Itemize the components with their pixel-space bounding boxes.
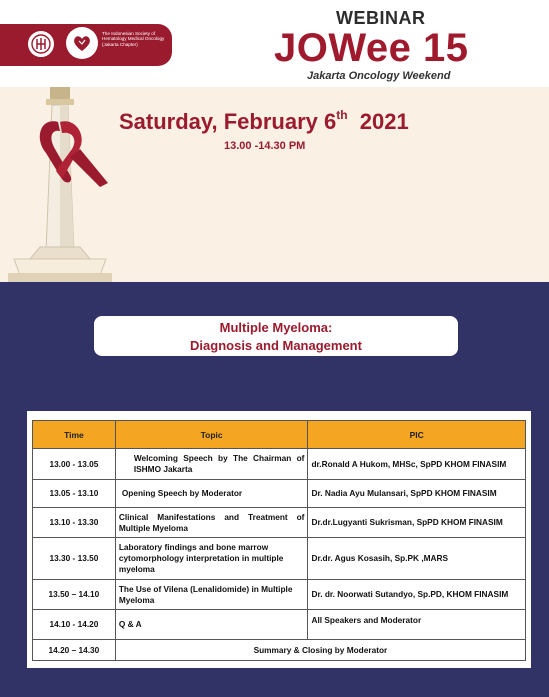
org-name: The Indonesian Society of Hematology Medical Oncology (Jakarta Chapter) (102, 31, 165, 47)
topic-box (94, 316, 458, 356)
heart-logo-icon (66, 27, 98, 59)
row-pic: Dr. Nadia Ayu Mulansari, SpPD KHOM FINASIM (308, 480, 526, 508)
table-row (33, 449, 526, 480)
row-topic: Clinical Manifestations and Treatment of Multiple Myeloma (115, 508, 308, 538)
row-topic: The Use of Vilena (Lenalidomide) in Multiple Myeloma (115, 580, 308, 610)
event-date: Saturday, February 6th 2021 (119, 107, 409, 134)
monas-monument-icon (0, 87, 130, 282)
event-title: JOWee 15 (274, 26, 469, 70)
row-time: 13.50 – 14.10 (33, 580, 116, 610)
table-row (33, 580, 526, 610)
topic-subtitle: Diagnosis and Management (190, 338, 362, 353)
header-pic: PIC (308, 421, 526, 449)
row-topic: Laboratory findings and bone marrow cytomorphology interpretation in multiple myeloma (115, 538, 308, 580)
table-row (33, 538, 526, 580)
row-time: 13.05 - 13.10 (33, 480, 116, 508)
table-row (33, 610, 526, 640)
table-row (33, 480, 526, 508)
row-pic: All Speakers and Moderator (308, 610, 526, 640)
schedule-table (32, 420, 526, 661)
webinar-label: WEBINAR (336, 8, 426, 28)
topic-title: Multiple Myeloma: (219, 320, 333, 335)
header-topic: Topic (115, 421, 308, 449)
row-pic: dr.Ronald A Hukom, MHSc, SpPD KHOM FINASIM (308, 449, 526, 480)
row-pic: Dr.dr. Agus Kosasih, Sp.PK ,MARS (308, 538, 526, 580)
event-subtitle: Jakarta Oncology Weekend (307, 70, 451, 82)
table-row (33, 508, 526, 538)
row-topic: Q & A (115, 610, 308, 640)
table-header-row (33, 421, 526, 449)
row-time: 13.10 - 13.30 (33, 508, 116, 538)
schedule-card (27, 411, 531, 668)
row-summary: Summary & Closing by Moderator (115, 640, 525, 661)
row-topic: Welcoming Speech by The Chairman of ISHMO Jakarta (115, 449, 308, 480)
header-time: Time (33, 421, 116, 449)
row-topic: Opening Speech by Moderator (115, 480, 308, 508)
table-row (33, 640, 526, 661)
ishmo-logo-icon (26, 29, 56, 59)
row-pic: Dr. dr. Noorwati Sutandyo, Sp.PD, KHOM FINASIM (308, 580, 526, 610)
row-time: 14.10 - 14.20 (33, 610, 116, 640)
row-time: 13.00 - 13.05 (33, 449, 116, 480)
event-year: 2021 (359, 109, 409, 134)
event-time: 13.00 -14.30 PM (224, 140, 306, 152)
row-time: 13.30 - 13.50 (33, 538, 116, 580)
date-suffix: th (336, 107, 348, 122)
header (0, 0, 549, 80)
row-pic: Dr.dr.Lugyanti Sukrisman, SpPD KHOM FINASIM (308, 508, 526, 538)
row-time: 14.20 – 14.30 (33, 640, 116, 661)
